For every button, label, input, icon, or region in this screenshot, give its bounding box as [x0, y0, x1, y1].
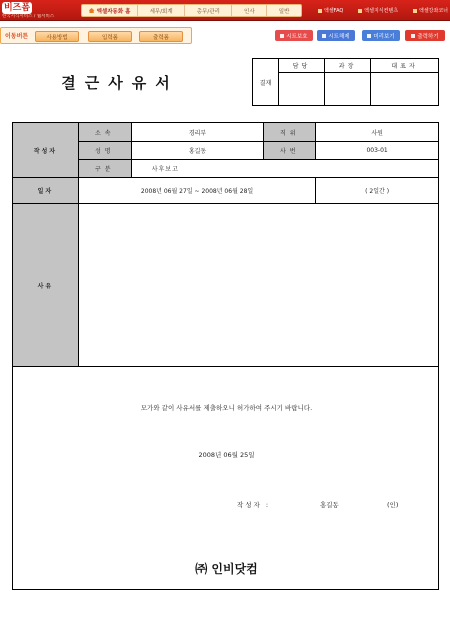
document-title: 결근사유서: [61, 74, 179, 92]
main-nav: [81, 4, 302, 17]
home-icon: [89, 8, 95, 13]
period-days[interactable]: ( 2일간 ): [316, 178, 439, 204]
name-label: 성명: [78, 142, 131, 160]
nav-home[interactable]: [82, 5, 138, 16]
approval-header-manager: 과장: [325, 59, 371, 73]
input-form-button[interactable]: 입력폼: [88, 31, 132, 42]
employee-id-value[interactable]: 003-01: [316, 142, 439, 160]
company-name: ㈜ 인비닷컴: [195, 562, 258, 576]
approval-header-staff: 담당: [279, 59, 325, 73]
name-value[interactable]: 홍길동: [131, 142, 264, 160]
approval-sign-ceo[interactable]: [371, 73, 439, 106]
unlock-icon: [322, 34, 326, 38]
writer-label: 작성자 :: [237, 501, 271, 509]
nav-home-label: 엑셀자동화 홈: [96, 8, 131, 15]
top-links: [318, 6, 448, 15]
department-value[interactable]: 경리부: [131, 123, 264, 142]
reason-label: 사유: [13, 204, 79, 367]
nav-tax-accounting[interactable]: 세무/회계: [138, 5, 185, 16]
usage-button[interactable]: 사용방법: [35, 31, 79, 42]
link-excel-lecture[interactable]: [413, 6, 448, 15]
unprotect-sheet-button[interactable]: [317, 30, 355, 41]
employee-id-label: 사번: [264, 142, 316, 160]
logo[interactable]: [2, 2, 78, 19]
writer-name[interactable]: 홍길동: [320, 501, 339, 509]
link-excel-faq[interactable]: [318, 6, 343, 15]
preview-label: 미리보기: [373, 33, 395, 40]
quick-nav-label: 이동버튼: [5, 33, 29, 40]
approval-sign-manager[interactable]: [325, 73, 371, 106]
approval-side-label: 결재: [253, 59, 279, 106]
statement-text: 모가와 같이 사유서를 제출하오니 허가하여 주시기 바랍니다.: [140, 404, 313, 412]
nav-general-affairs[interactable]: 총무/관리: [185, 5, 232, 16]
lock-icon: [280, 34, 284, 38]
category-label: 구분: [78, 160, 131, 178]
submission-date[interactable]: 2008년 06월 25일: [198, 451, 255, 459]
preview-icon: [367, 34, 371, 38]
link-excel-knowledge-label: 엑셀지식컨텐츠: [364, 8, 399, 14]
seal-mark: (인): [387, 501, 399, 509]
preview-button[interactable]: [362, 30, 400, 41]
print-icon: [411, 34, 415, 38]
print-button[interactable]: [405, 30, 445, 41]
link-excel-lecture-label: 엑셀강좌코너: [419, 8, 448, 14]
position-label: 직위: [264, 123, 316, 142]
protect-sheet-button[interactable]: [275, 30, 313, 41]
absence-form-table: [12, 122, 439, 367]
period-label: 일자: [13, 178, 79, 204]
logo-subtitle: 한국서식서비스 / 웹서비스: [2, 14, 55, 19]
quick-nav-bar: [0, 27, 192, 44]
department-label: 소속: [78, 123, 131, 142]
approval-header-ceo: 대표자: [371, 59, 439, 73]
print-label: 출력하기: [417, 33, 439, 40]
nav-general[interactable]: 일반: [278, 8, 290, 15]
logo-mark: 비즈폼: [3, 3, 31, 13]
bullet-icon: [358, 9, 362, 13]
unprotect-sheet-label: 시트해제: [328, 33, 350, 40]
category-value[interactable]: 사후보고: [131, 160, 438, 178]
approval-table: [252, 58, 439, 106]
position-value[interactable]: 사원: [316, 123, 439, 142]
protect-sheet-label: 시트보호: [286, 33, 308, 40]
top-nav-bar: [0, 0, 450, 21]
reason-value[interactable]: [78, 204, 438, 367]
approval-sign-staff[interactable]: [279, 73, 325, 106]
period-value[interactable]: 2008년 06월 27일 ~ 2008년 06월 28일: [78, 178, 315, 204]
bullet-icon: [318, 9, 322, 13]
nav-personnel[interactable]: 인사: [232, 5, 267, 16]
output-form-button[interactable]: 출력폼: [139, 31, 183, 42]
bullet-icon: [413, 9, 417, 13]
statement-section: [12, 367, 439, 590]
link-excel-faq-label: 엑셀FAQ: [324, 8, 344, 14]
author-section-label: 작성자: [13, 123, 79, 178]
link-excel-knowledge[interactable]: [358, 6, 398, 15]
